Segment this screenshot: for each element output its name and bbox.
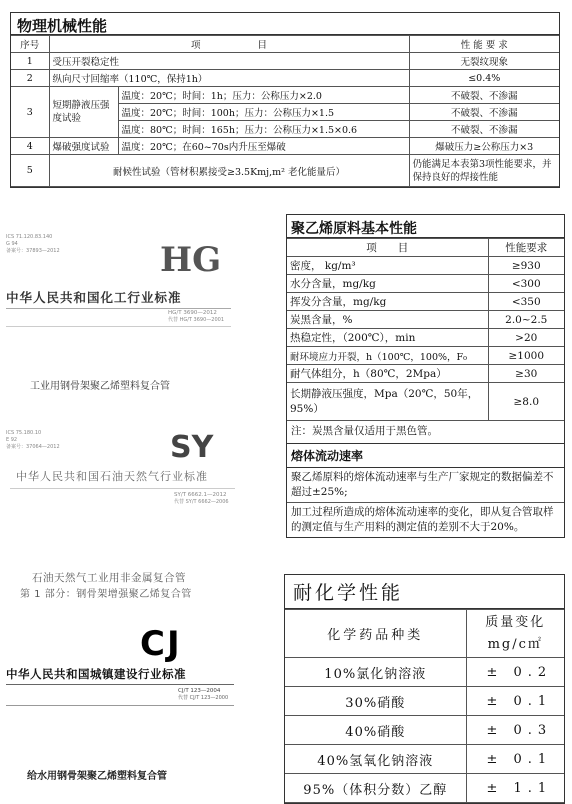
sy-logo: SY <box>170 430 214 465</box>
pe-title: 聚乙烯原料基本性能 <box>287 215 564 238</box>
sy-standard-cover <box>0 424 260 609</box>
table-row <box>285 774 564 803</box>
melt-flow-title: 熔体流动速率 <box>287 443 564 468</box>
sy-code: SY/T 6662.1—2012 <box>174 492 227 498</box>
melt-flow-paragraph-2: 加工过程所造成的熔体流动速率的变化，即从复合管取样的测定值与生产用料的测定值的差别不大于20%。 <box>291 506 554 533</box>
sy-standard-name: 石油天然气工业用非金属复合管 <box>32 572 186 584</box>
table-row <box>11 70 559 87</box>
hg-standard-name: 工业用钢骨架聚乙烯塑料复合管 <box>30 381 170 392</box>
row-value: ≥1000 <box>488 347 564 365</box>
table-row <box>285 745 564 774</box>
hg-standard-cover <box>0 226 260 406</box>
header-no: 序号 <box>11 36 49 53</box>
header-change-unit: mg/c㎡ <box>487 636 543 652</box>
header-item: 项 目 <box>49 36 409 53</box>
cj-standard-cover <box>0 626 260 799</box>
row-change: ± 0.3 <box>466 716 564 745</box>
row-item: 炭黑含量，% <box>287 311 488 329</box>
row-item: 爆破强度试验 <box>49 138 118 155</box>
row-item: 耐候性试验（管材积累接受≥3.5Kmj,m² 老化能量后） <box>49 155 409 187</box>
chem-title: 耐化学性能 <box>285 575 564 609</box>
row-requirement: 无裂纹现象 <box>409 53 559 70</box>
row-chemical: 40%硝酸 <box>285 716 466 745</box>
row-requirement: 爆破压力≥公称压力×3 <box>409 138 559 155</box>
row-item: 受压开裂稳定性 <box>49 53 409 70</box>
cj-standard-title: 中华人民共和国城镇建设行业标准 <box>6 667 186 681</box>
row-no: 3 <box>11 87 49 138</box>
header-requirement: 性能要求 <box>488 239 564 257</box>
row-value: ≥30 <box>488 365 564 383</box>
melt-flow-paragraph-1: 聚乙烯原料的熔体流动速率与生产厂家规定的数据偏差不超过±25%; <box>287 468 564 503</box>
sy-gb: E 92 <box>6 437 18 443</box>
row-requirement: 不破裂、不渗漏 <box>409 104 559 121</box>
table-row <box>11 53 559 70</box>
row-requirement: 仍能满足本表第3项性能要求，并保持良好的焊接性能 <box>409 155 559 187</box>
table-row <box>287 293 564 311</box>
hg-standard-title: 中华人民共和国化工行业标准 <box>6 290 182 305</box>
cj-code: CJ/T 123—2004 <box>178 688 221 694</box>
table-row <box>11 138 559 155</box>
table-row <box>287 311 564 329</box>
row-chemical: 30%硝酸 <box>285 687 466 716</box>
table-row <box>287 383 564 421</box>
row-item: 纵向尺寸回缩率（110℃，保持1h） <box>49 70 409 87</box>
table-row <box>287 365 564 383</box>
row-no: 4 <box>11 138 49 155</box>
row-requirement: 不破裂、不渗漏 <box>409 87 559 104</box>
table-row <box>287 275 564 293</box>
table-row <box>287 257 564 275</box>
sy-standard-title: 中华人民共和国石油天然气行业标准 <box>16 470 208 483</box>
row-value: ≥930 <box>488 257 564 275</box>
row-chemical: 10%氯化钠溶液 <box>285 658 466 687</box>
mechanical-title: 物理机械性能 <box>11 13 559 35</box>
row-no: 5 <box>11 155 49 187</box>
chemical-resistance-table <box>284 574 565 804</box>
table-row <box>287 329 564 347</box>
row-chemical: 95%（体积分数）乙醇 <box>285 774 466 803</box>
table-row <box>285 687 564 716</box>
header-item: 项 目 <box>287 239 488 257</box>
table-row <box>287 347 564 365</box>
row-value: >20 <box>488 329 564 347</box>
pe-note: 注：炭黑含量仅适用于黑色管。 <box>291 425 438 437</box>
header-change <box>466 610 564 658</box>
row-condition: 温度：20℃；在60~70s内升压至爆破 <box>118 138 409 155</box>
row-value: ≥8.0 <box>488 383 564 421</box>
row-item: 长期静液压强度，Mpa（20℃，50年，95%） <box>287 383 488 421</box>
hg-ics: ICS 71.120.83.140 <box>6 234 53 240</box>
hg-code: HG/T 3690—2012 <box>168 310 217 316</box>
row-value: <350 <box>488 293 564 311</box>
row-requirement: ≤0.4% <box>409 70 559 87</box>
row-no: 2 <box>11 70 49 87</box>
row-change: ± 0.1 <box>466 687 564 716</box>
hg-replace: 代替 HG/T 3690—2001 <box>168 317 225 323</box>
row-item: 水分含量，mg/kg <box>287 275 488 293</box>
row-requirement: 不破裂、不渗漏 <box>409 121 559 138</box>
table-row <box>285 716 564 745</box>
row-item: 热稳定性，（200℃），min <box>287 329 488 347</box>
row-item: 短期静液压强度试验 <box>49 87 118 138</box>
header-requirement: 性 能 要 求 <box>409 36 559 53</box>
hg-gb: G 94 <box>6 241 18 247</box>
cj-standard-name: 给水用钢骨架聚乙烯塑料复合管 <box>27 771 167 782</box>
row-value: 2.0~2.5 <box>488 311 564 329</box>
cj-replace: 代替 CJ/T 123—2000 <box>178 695 229 701</box>
pe-raw-material-table <box>286 214 565 538</box>
row-value: <300 <box>488 275 564 293</box>
row-no: 1 <box>11 53 49 70</box>
row-condition: 温度：20℃；时间：100h；压力：公称压力×1.5 <box>118 104 409 121</box>
table-header-row <box>11 36 559 53</box>
row-change: ± 0.2 <box>466 658 564 687</box>
sy-ics: ICS 75.180.10 <box>6 430 42 436</box>
row-chemical: 40%氢氧化钠溶液 <box>285 745 466 774</box>
hg-registration: 备案号：37893—2012 <box>6 248 60 254</box>
sy-standard-part: 第 1 部分：钢骨架增强聚乙烯复合管 <box>20 589 192 600</box>
table-header-row <box>287 239 564 257</box>
row-item: 耐气体组分，h（80℃，2Mpa） <box>287 365 488 383</box>
sy-registration: 备案号：37064—2012 <box>6 444 60 450</box>
table-row <box>285 658 564 687</box>
row-condition: 温度：80℃；时间：165h；压力：公称压力×1.5×0.6 <box>118 121 409 138</box>
table-header-row <box>285 610 564 658</box>
row-item: 耐环境应力开裂，h（100℃，100%，F₀ <box>287 347 488 365</box>
cj-logo: CJ <box>140 624 182 664</box>
mechanical-properties-table <box>10 12 560 188</box>
row-change: ± 1.1 <box>466 774 564 803</box>
row-item: 密度， kg/m³ <box>287 257 488 275</box>
row-change: ± 0.1 <box>466 745 564 774</box>
row-item: 挥发分含量，mg/kg <box>287 293 488 311</box>
hg-logo: HG <box>160 240 222 280</box>
header-item: 化学药品种类 <box>285 610 466 658</box>
sy-replace: 代替 SY/T 6662—2006 <box>174 499 229 505</box>
table-row <box>11 87 559 104</box>
table-row <box>11 155 559 187</box>
row-condition: 温度：20℃；时间：1h；压力：公称压力×2.0 <box>118 87 409 104</box>
header-change-label: 质量变化 <box>485 614 546 630</box>
